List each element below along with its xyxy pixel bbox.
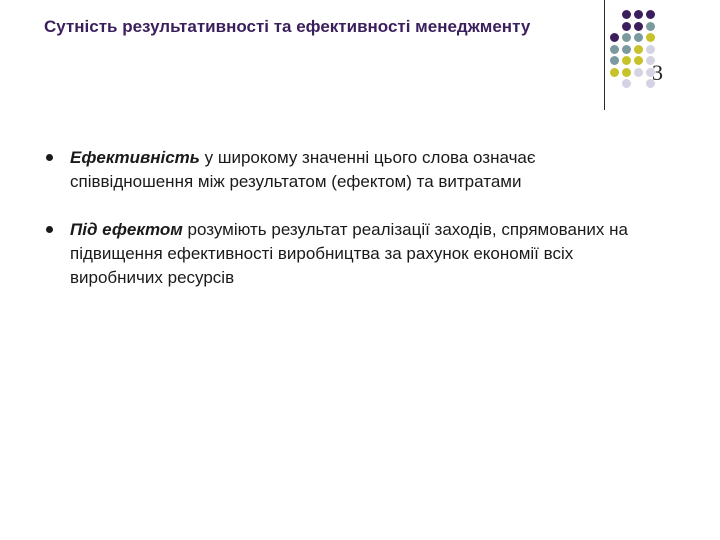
decorative-dot: [610, 56, 619, 65]
bullet-term: Під ефектом: [70, 220, 183, 239]
decorative-dot: [634, 56, 643, 65]
decorative-dot: [646, 45, 655, 54]
vertical-divider: [604, 0, 605, 110]
bullet-icon: [46, 226, 53, 233]
decorative-dot: [622, 10, 631, 19]
decorative-dot: [634, 45, 643, 54]
decorative-dot: [622, 56, 631, 65]
decorative-dot: [646, 33, 655, 42]
decorative-dot: [634, 10, 643, 19]
bullet-item: [44, 146, 590, 194]
bullet-text: у широкому значенні цього слова означає співвідношення між результатом (ефектом) та витратами: [70, 148, 536, 191]
bullet-list: [44, 146, 684, 314]
bullet-text: розуміють результат реалізації заходів, спрямованих на підвищення ефективності виробництва за рахунок економії всіх виробничих ресурсів: [70, 220, 628, 287]
bullet-term: Ефективність: [70, 148, 200, 167]
decorative-dot: [610, 68, 619, 77]
decorative-dot: [622, 68, 631, 77]
bullet-icon: [46, 154, 53, 161]
bullet-item: [44, 218, 660, 290]
decorative-dot: [646, 10, 655, 19]
decorative-dot-grid: [610, 10, 670, 100]
slide-title: Сутність результативності та ефективності менеджменту: [44, 17, 531, 36]
decorative-dot: [610, 33, 619, 42]
page-number: 3: [652, 60, 663, 85]
decorative-dot: [634, 68, 643, 77]
decorative-dot: [610, 45, 619, 54]
decorative-dot: [634, 33, 643, 42]
decorative-dot: [622, 45, 631, 54]
decorative-dot: [622, 33, 631, 42]
decorative-dot: [634, 22, 643, 31]
decorative-dot: [622, 22, 631, 31]
decorative-dot: [622, 79, 631, 88]
decorative-dot: [646, 22, 655, 31]
